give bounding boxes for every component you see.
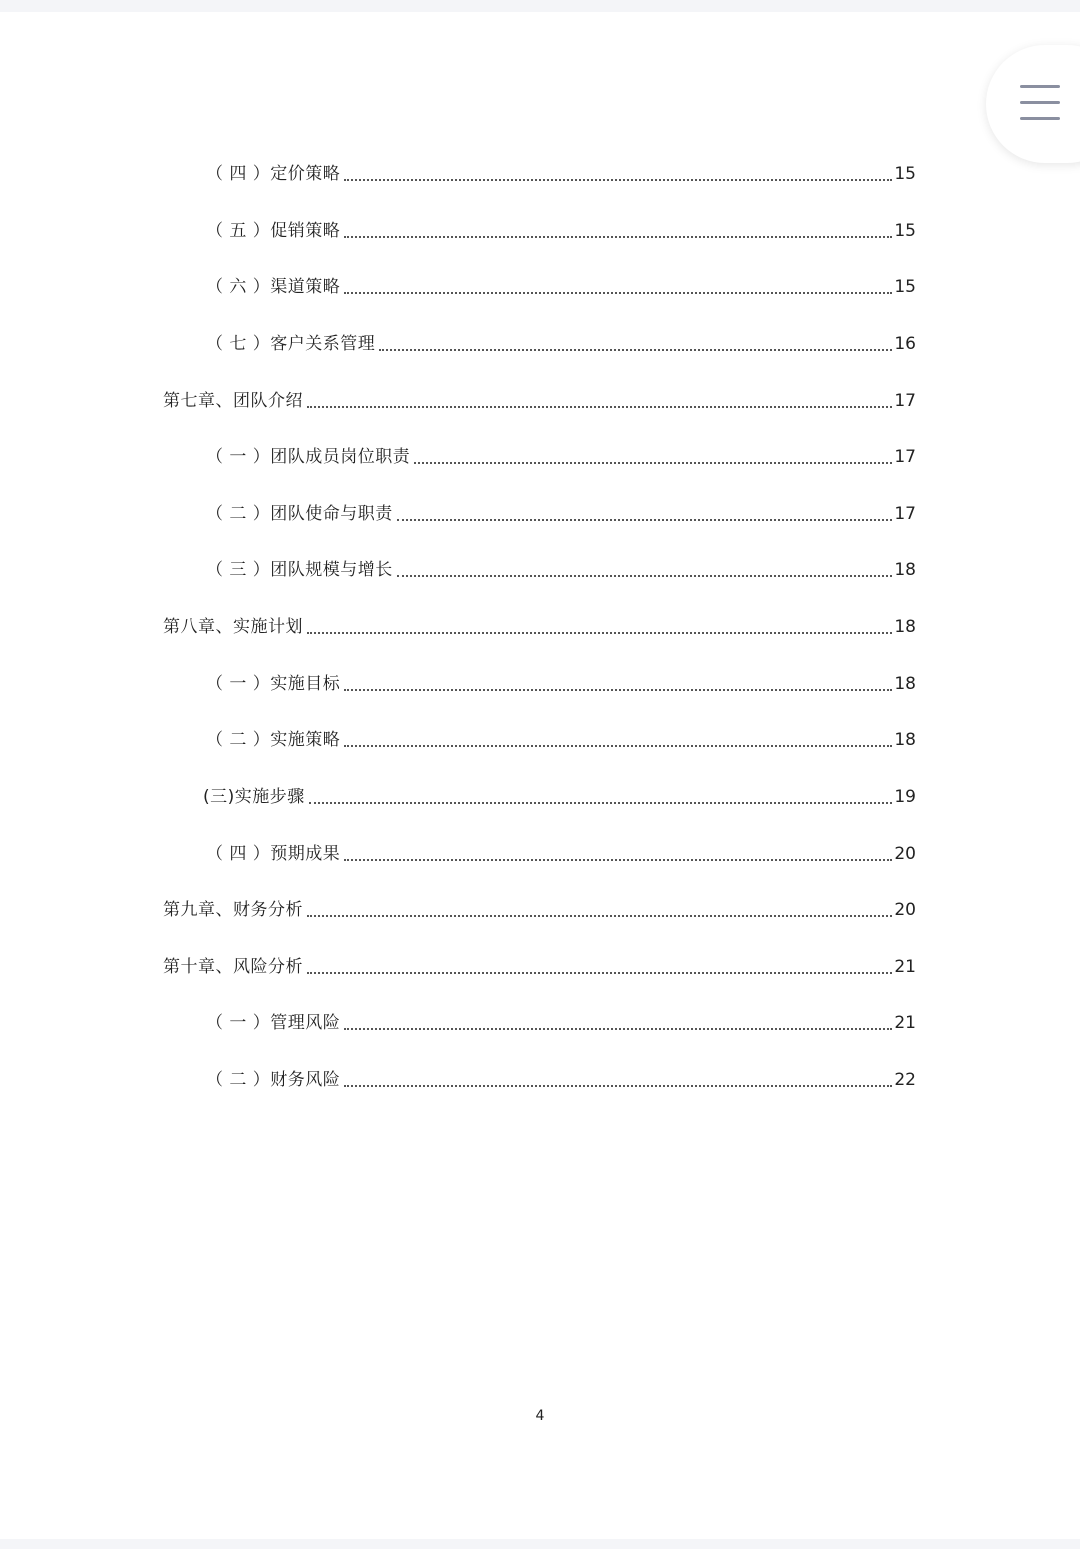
toc-entry-label: （ 一 ）管理风险 xyxy=(206,1013,341,1033)
toc-entry-page: 20 xyxy=(894,900,916,920)
toc-dot-leader xyxy=(307,972,892,974)
toc-entry-page: 21 xyxy=(894,957,916,977)
toc-entry-page: 15 xyxy=(894,221,916,241)
toc-entry-page: 19 xyxy=(894,787,916,807)
toc-dot-leader xyxy=(344,745,892,747)
toc-dot-leader xyxy=(344,1085,892,1087)
toc-dot-leader xyxy=(344,859,892,861)
document-page xyxy=(0,12,1080,1539)
toc-entry-label: （ 二 ）实施策略 xyxy=(206,730,341,750)
toc-dot-leader xyxy=(397,519,893,521)
toc-entry[interactable] xyxy=(206,273,916,301)
toc-dot-leader xyxy=(344,292,892,294)
toc-entry-chapter[interactable] xyxy=(163,953,916,981)
toc-entry-page: 18 xyxy=(894,674,916,694)
toc-dot-leader xyxy=(307,406,892,408)
toc-entry-label: （ 四 ）定价策略 xyxy=(206,164,341,184)
toc-entry[interactable] xyxy=(206,1066,916,1094)
toc-dot-leader xyxy=(307,632,892,634)
page-number: 4 xyxy=(535,1408,545,1424)
toc-entry-page: 16 xyxy=(894,334,916,354)
toc-dot-leader xyxy=(344,1028,892,1030)
toc-entry-label: （ 七 ）客户关系管理 xyxy=(206,334,376,354)
toc-entry-page: 15 xyxy=(894,277,916,297)
toc-dot-leader xyxy=(309,802,893,804)
toc-entry-chapter[interactable] xyxy=(163,387,916,415)
toc-entry-page: 18 xyxy=(894,617,916,637)
toc-entry[interactable] xyxy=(206,840,916,868)
toc-entry[interactable] xyxy=(206,500,916,528)
toc-dot-leader xyxy=(344,179,892,181)
toc-entry-page: 20 xyxy=(894,844,916,864)
toc-dot-leader xyxy=(397,575,893,577)
toc-entry-chapter[interactable] xyxy=(163,896,916,924)
toc-entry-label: （ 五 ）促销策略 xyxy=(206,221,341,241)
toc-entry-label: （ 四 ）预期成果 xyxy=(206,844,341,864)
toc-entry-label: （ 二 ）团队使命与职责 xyxy=(206,504,393,524)
toc-entry-chapter[interactable] xyxy=(163,613,916,641)
toc-entry-label: （ 二 ）财务风险 xyxy=(206,1070,341,1090)
toc-entry-label: (三)实施步骤 xyxy=(203,787,305,807)
toc-entry-label: 第九章、财务分析 xyxy=(163,900,303,920)
toc-dot-leader xyxy=(344,689,892,691)
hamburger-menu-icon xyxy=(1020,85,1060,121)
toc-entry[interactable] xyxy=(203,783,916,811)
toc-entry[interactable] xyxy=(206,1009,916,1037)
toc-entry-page: 17 xyxy=(894,447,916,467)
toc-entry-label: 第七章、团队介绍 xyxy=(163,391,303,411)
toc-entry[interactable] xyxy=(206,726,916,754)
toc-entry-page: 22 xyxy=(894,1070,916,1090)
toc-entry-page: 17 xyxy=(894,391,916,411)
toc-entry-label: 第八章、实施计划 xyxy=(163,617,303,637)
toc-entry-page: 21 xyxy=(894,1013,916,1033)
toc-dot-leader xyxy=(414,462,892,464)
toc-dot-leader xyxy=(344,236,892,238)
toc-entry-page: 18 xyxy=(894,730,916,750)
toc-entry[interactable] xyxy=(206,160,916,188)
toc-entry-label: （ 六 ）渠道策略 xyxy=(206,277,341,297)
toc-entry-page: 15 xyxy=(894,164,916,184)
toc-entry[interactable] xyxy=(206,330,916,358)
toc-entry-label: （ 一 ）团队成员岗位职责 xyxy=(206,447,411,467)
toc-entry[interactable] xyxy=(206,443,916,471)
toc-entry-page: 17 xyxy=(894,504,916,524)
toc-dot-leader xyxy=(379,349,892,351)
toc-entry[interactable] xyxy=(206,556,916,584)
toc-entry[interactable] xyxy=(206,670,916,698)
toc-dot-leader xyxy=(307,915,892,917)
toc-entry-label: （ 一 ）实施目标 xyxy=(206,674,341,694)
toc-entry-page: 18 xyxy=(894,560,916,580)
toc-entry-label: 第十章、风险分析 xyxy=(163,957,303,977)
toc-entry-label: （ 三 ）团队规模与增长 xyxy=(206,560,393,580)
toc-entry[interactable] xyxy=(206,217,916,245)
